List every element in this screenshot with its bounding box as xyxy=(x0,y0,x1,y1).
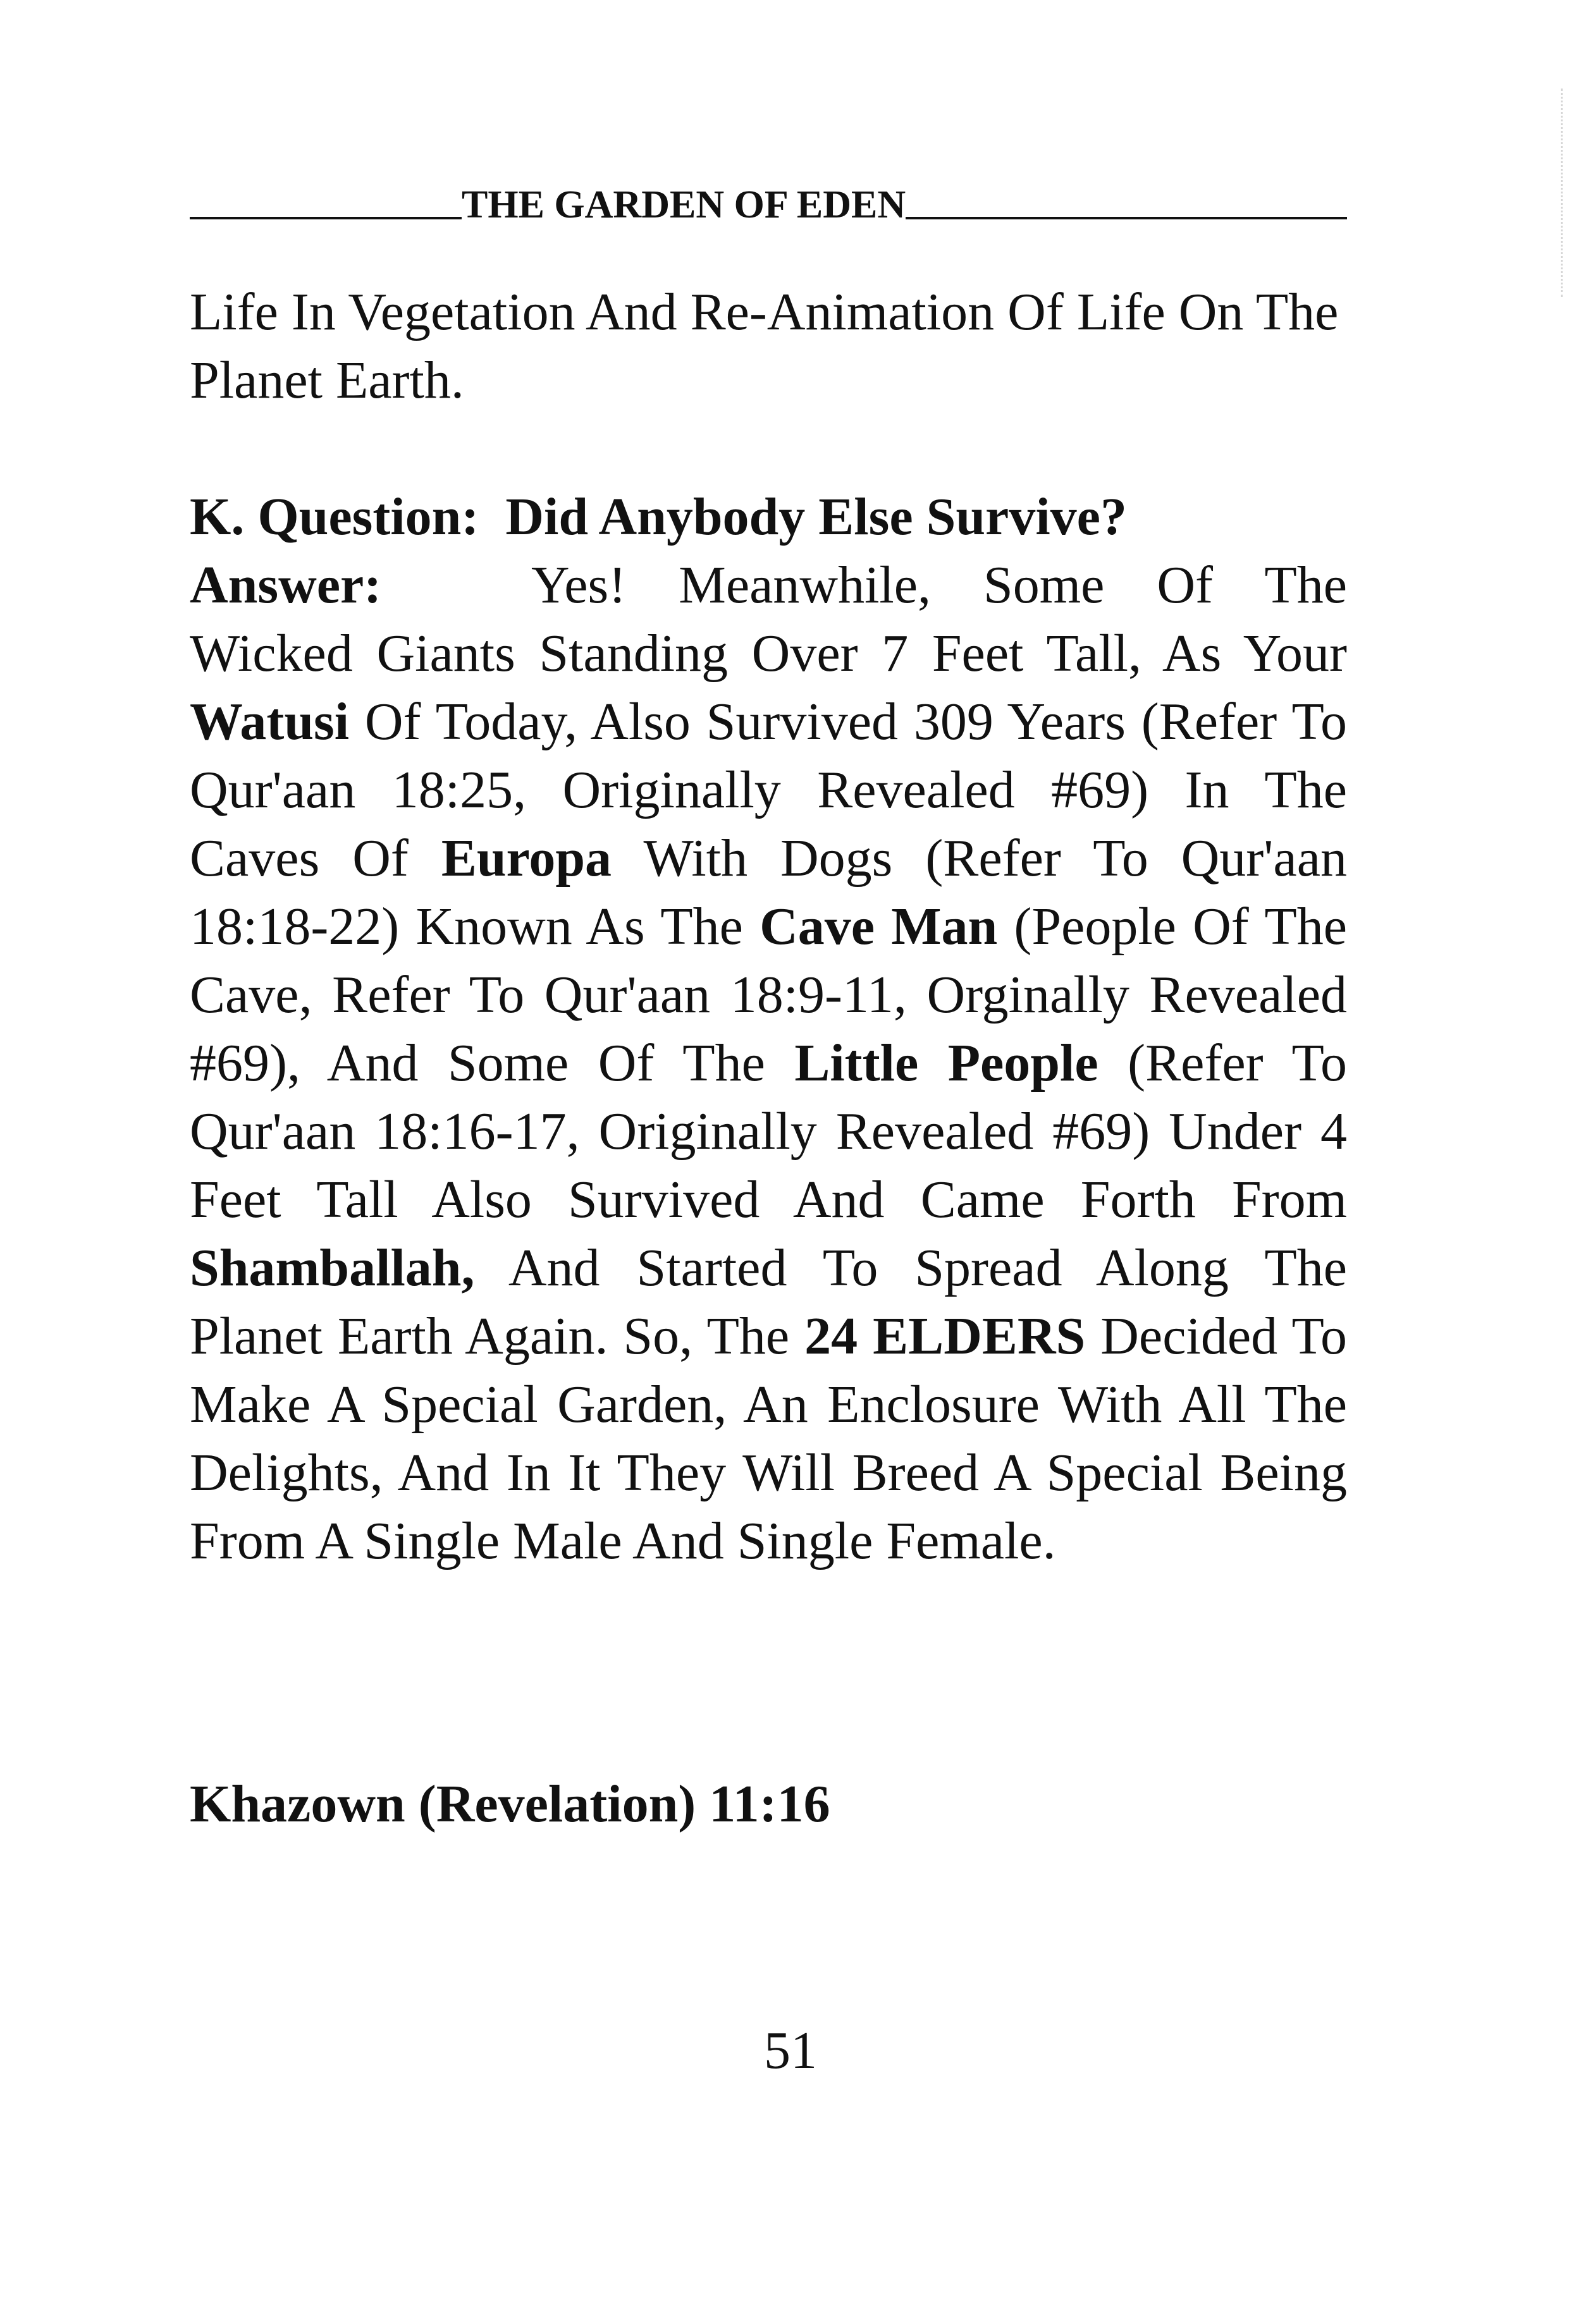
term-24-elders: 24 ELDERS xyxy=(804,1307,1086,1366)
answer-text: (Refer To Qur'aan 18:16-17, Originally Revealed #69) Under 4 Feet Tall Also Survived And Came Forth From xyxy=(190,1034,1347,1229)
question-label: K. Question: xyxy=(190,487,479,546)
body-text xyxy=(190,278,1347,1575)
term-watusi: Watusi xyxy=(190,692,350,751)
question-line xyxy=(190,483,1347,551)
answer-paragraph xyxy=(190,551,1347,1575)
header-title: THE GARDEN OF EDEN xyxy=(462,183,906,226)
scripture-reference: Khazown (Revelation) 11:16 xyxy=(190,1775,830,1833)
header-rule-right xyxy=(906,217,1347,219)
term-shamballah: Shamballah, xyxy=(190,1238,475,1297)
intro-paragraph: Life In Vegetation And Re-Animation Of Life On The Planet Earth. xyxy=(190,283,1339,410)
term-cave-man: Cave Man xyxy=(760,897,998,956)
page-edge-marks xyxy=(1561,89,1565,297)
answer-text: With Dogs (Refer To Qur'aan 18:18-22) Known As The xyxy=(190,829,1347,956)
header-rule-left xyxy=(190,217,462,219)
answer-label: Answer: xyxy=(190,556,382,615)
question-text: Did Anybody Else Survive? xyxy=(505,487,1127,546)
answer-text: Decided To Make A Special Garden, An Enclosure With All The Delights, And In It They Will Breed A Special Being From A Single Male And Single Female. xyxy=(190,1307,1348,1570)
running-header xyxy=(190,168,1347,224)
term-little-people: Little People xyxy=(794,1034,1098,1092)
page-number: 51 xyxy=(764,2021,817,2080)
answer-text: And Started To Spread Along The Planet Earth Again. So, The xyxy=(190,1238,1347,1366)
answer-text: (People Of The Cave, Refer To Qur'aan 18:9-11, Orginally Revealed #69), And Some Of The xyxy=(190,897,1348,1092)
answer-text: Yes! Meanwhile, Some Of The Wicked Giants Standing Over 7 Feet Tall, As Your xyxy=(190,556,1347,683)
answer-text: Of Today, Also Survived 309 Years (Refer To Qur'aan 18:25, Originally Revealed #69) In The Caves Of xyxy=(190,692,1347,888)
paragraph-gap xyxy=(190,415,1347,483)
term-europa: Europa xyxy=(441,829,612,888)
